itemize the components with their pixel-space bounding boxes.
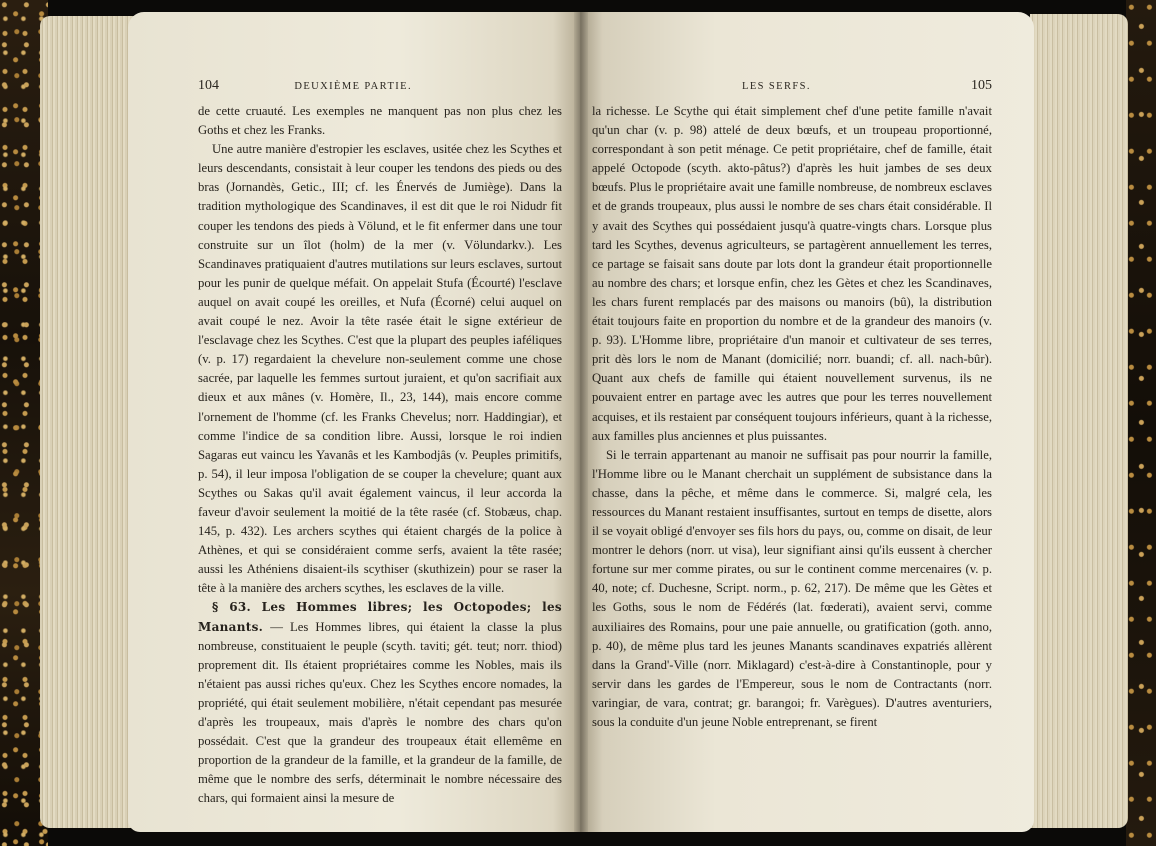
left-section-paragraph — [198, 598, 562, 808]
book-cover-right-edge — [1126, 0, 1156, 846]
right-page-header — [592, 78, 992, 98]
right-page-body — [592, 102, 992, 732]
right-page-number: 105 — [971, 78, 992, 93]
right-running-head: LES SERFS. — [742, 81, 811, 92]
right-paragraph-2: Si le terrain appartenant au manoir ne suffisait pas pour nourrir la famille, l'Homme libre ou le Manant cherchait un supplément de subsistance dans la chasse, dans la pêche, et même dans le commerce. Si, malgré cela, les ressources du Manant restaient insuffisantes, surtout en temps de disette, alors il se voyait obligé d'envoyer ses fils hors du pays, ou, comme on disait, de leur montrer le dehors (norr. ut visa), leur signifiant ainsi qu'ils eussent à chercher fortune sur mer comme pirates, ou sur le continent comme mercenaires (v. p. 40, note; cf. Duchesne, Script. norm., p. 62, 217). De même que les Gètes et les Goths, sous le nom de Fédérés (lat. fœderati), avaient servi, comme auxiliaires des Romains, pour une paie annuelle, ou gratification (goth. anno, p. 40), de même plus tard les jeunes Manants scandinaves expatriés allèrent dans la Grand'-Ville (norr. Miklagard) c'est-à-dire à Constantinople, pour y servir dans les gardes de l'Empereur, sous le nom de Contractants (norr. varingiar, de vara, contrat; gr. barangoi; fr. Varègues). D'autres aventuriers, sous la conduite d'un jeune Noble entreprenant, se firent — [592, 447, 992, 729]
left-page-header — [198, 78, 562, 98]
page-stack-left — [40, 16, 140, 828]
left-page-body — [198, 102, 562, 808]
left-running-head: DEUXIÈME PARTIE. — [294, 81, 412, 92]
right-page — [580, 12, 1034, 832]
left-page-number: 104 — [198, 78, 219, 93]
left-paragraph-2: Une autre manière d'estropier les esclaves, usitée chez les Scythes et leurs descendants, consistait à leur couper les tendons des pieds ou des bras (Jornandès, Getic., III; cf. les Énervés de Jumiège). Dans la tradition mythologique des Scandinaves, il est dit que le roi Nidudr fit couper les tendons des pieds à Völund, et le fit enfermer dans une tour construite sur un îlot (holm) de la mer (v. Völundarkv.). Les Scandinaves pratiquaient d'autres mutilations sur leurs esclaves, surtout pour les punir de quelque méfait. On appelait Stufa (Écourté) l'esclave auquel on avait coupé les oreilles, et Nufa (Écorné) celui auquel on avait coupé le nez. Avoir la tête rasée était le signe extérieur de l'esclavage chez les Scythes. C'est que la plupart des peuples iaféliques (v. p. 17) regardaient la chevelure non-seulement comme une chose sacrée, par laquelle les femmes surtout juraient, et qu'on sacrifiait aux dieux et aux mânes (v. Homère, Il., 23, 144), mais encore comme l'ornement de l'homme (cf. les Franks Chevelus; norr. Haddingiar), et comme l'indice de sa condition libre. Aussi, lorsque le roi indien Sagaras eut vaincu les Yavanâs et les Kambodjâs (v. Peuples primitifs, p. 54), il leur imposa l'obligation de se couper la chevelure; quant aux Scythes ou Sakas qu'il avait également vaincus, il leur accorda la faveur d'avoir seulement la moitié de la tête rasée (cf. Stobæus, chap. 145, p. 432). Les archers scythes qui étaient chargés de la police à Athènes, et qui se considéraient comme serfs, avaient la tête rasée; aussi les Athéniens disaient-ils scythiser (skuthizein) pour se raser la tête à la manière des archers scythes, les esclaves de la ville. — [198, 142, 562, 596]
section-heading: § 63. Les Hommes libres; les Octopodes; les Manants. — [198, 600, 562, 634]
book-gutter — [574, 12, 588, 832]
right-paragraph-1: la richesse. Le Scythe qui était simplement chef d'une petite famille n'avait qu'un char (v. p. 98) attelé de deux bœufs, et un troupeau proportionné, correspondant à son petit ménage. Ce petit propriétaire, chef de famille, était appelé Octopode (scyth. akto-pâtus?) d'après les huit jambes de ses deux bœufs. Plus le propriétaire avait une famille nombreuse, de nombreux esclaves et de grands troupeaux, plus aussi le nombre de ses chars était considérable. Il y avait des Scythes qui possédaient jusqu'à quatre-vingts chars. Lorsque plus tard les Scythes, devenus agriculteurs, se partagèrent annuellement les terres, ce partage se faisait sans doute par lots dont la grandeur était proportionnelle au nombre des chars; et lorsque enfin, chez les Gètes et chez les Scandinaves, les chars furent remplacés par des maisons ou manoirs (bû), la distribution était toujours faite en proportion du nombre et de la grandeur des manoirs (v. p. 93). L'Homme libre, propriétaire d'un manoir et cultivateur de ses terres, prit dès lors le nom de Manant (domicilié; norr. buandi; cf. all. nach-bûr). Quant aux chefs de famille qui étaient nouvellement survenus, ils ne pouvaient entrer en partage avec les autres que pour les terres nouvellement acquises, et ils restaient par conséquent toujours inférieurs, quant à la richesse, aux familles plus anciennes et plus puissantes. — [592, 104, 992, 443]
section-text: — Les Hommes libres, qui étaient la classe la plus nombreuse, constituaient le peuple (scyth. taviti; gét. teut; norr. thiod) proprement dit. Ils étaient propriétaires comme les Nobles, mais ils n'étaient pas aussi riches qu'eux. Chez les Scythes encore nomades, la propriété, qui était seulement mobilière, n'était cependant pas mesurée d'après les troupeaux, mais d'après le nombre des chars qu'on possédait. C'est que la grandeur des troupeaux était ellemême en proportion de la grandeur de la famille, et la grandeur de la famille, de même que le nombre des serfs, déterminait le nombre nécessaire des chars, qui formaient ainsi la mesure de — [198, 619, 562, 806]
page-stack-right — [1030, 14, 1128, 828]
left-paragraph-1: de cette cruauté. Les exemples ne manquent pas non plus chez les Goths et chez les Franks. — [198, 104, 562, 138]
left-page — [128, 12, 580, 832]
